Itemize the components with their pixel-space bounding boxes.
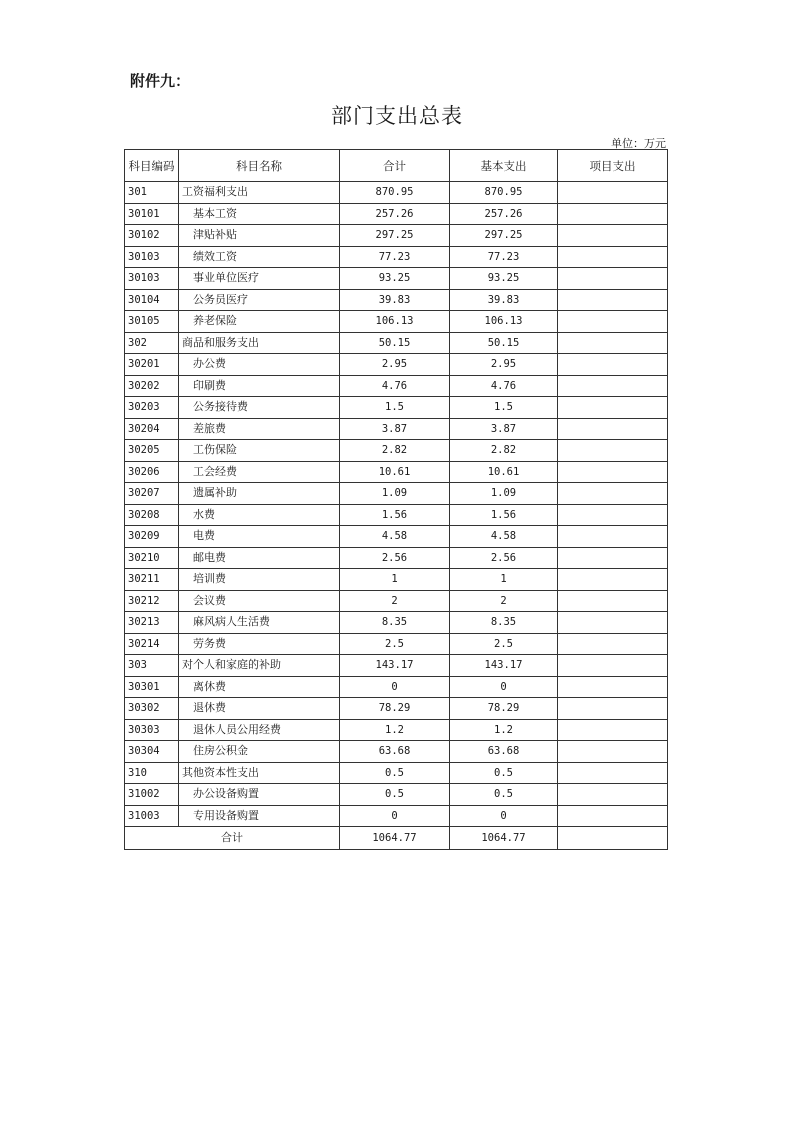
row-name: 麻风病人生活费 [179,612,340,634]
row-total: 93.25 [340,268,450,290]
row-code: 30103 [125,268,179,290]
row-basic: 3.87 [450,418,558,440]
row-project [558,655,668,677]
row-name: 专用设备购置 [179,805,340,827]
row-code: 302 [125,332,179,354]
row-project [558,246,668,268]
row-code: 30102 [125,225,179,247]
row-name: 工伤保险 [179,440,340,462]
row-basic: 1.09 [450,483,558,505]
table-row [125,397,668,419]
row-total: 106.13 [340,311,450,333]
row-basic: 1.5 [450,397,558,419]
row-basic: 2 [450,590,558,612]
row-project [558,719,668,741]
table-body [125,182,668,827]
table-row [125,311,668,333]
row-name: 工会经费 [179,461,340,483]
row-code: 30104 [125,289,179,311]
row-project [558,590,668,612]
row-project [558,741,668,763]
table-row [125,289,668,311]
unit-label: 单位：万元 [611,137,666,150]
row-project [558,332,668,354]
page-title: 部门支出总表 [331,104,463,128]
row-total: 0 [340,805,450,827]
table-row [125,569,668,591]
row-code: 30301 [125,676,179,698]
row-total: 0.5 [340,784,450,806]
table-row [125,676,668,698]
row-total: 8.35 [340,612,450,634]
row-code: 303 [125,655,179,677]
row-project [558,440,668,462]
row-code: 310 [125,762,179,784]
row-code: 30207 [125,483,179,505]
table-row [125,246,668,268]
row-name: 水费 [179,504,340,526]
row-basic: 78.29 [450,698,558,720]
row-code: 30103 [125,246,179,268]
row-code: 30206 [125,461,179,483]
row-name: 商品和服务支出 [179,332,340,354]
row-basic: 63.68 [450,741,558,763]
row-code: 30304 [125,741,179,763]
row-basic: 2.5 [450,633,558,655]
row-name: 印刷费 [179,375,340,397]
row-basic: 10.61 [450,461,558,483]
row-name: 离休费 [179,676,340,698]
row-code: 30209 [125,526,179,548]
table-row [125,719,668,741]
header-total: 合计 [340,150,450,182]
row-name: 培训费 [179,569,340,591]
row-name: 会议费 [179,590,340,612]
row-total: 143.17 [340,655,450,677]
row-code: 30210 [125,547,179,569]
table-row [125,440,668,462]
row-basic: 2.82 [450,440,558,462]
total-sum: 1064.77 [340,827,450,850]
row-name: 公务接待费 [179,397,340,419]
row-total: 50.15 [340,332,450,354]
row-name: 对个人和家庭的补助 [179,655,340,677]
row-code: 30203 [125,397,179,419]
row-total: 63.68 [340,741,450,763]
row-basic: 39.83 [450,289,558,311]
row-project [558,805,668,827]
row-project [558,375,668,397]
row-total: 1.09 [340,483,450,505]
table-row [125,182,668,204]
table-row [125,203,668,225]
row-total: 1 [340,569,450,591]
row-name: 办公费 [179,354,340,376]
row-project [558,762,668,784]
row-name: 公务员医疗 [179,289,340,311]
row-total: 2 [340,590,450,612]
table-row [125,633,668,655]
row-project [558,569,668,591]
row-basic: 297.25 [450,225,558,247]
row-basic: 2.56 [450,547,558,569]
row-name: 劳务费 [179,633,340,655]
row-name: 办公设备购置 [179,784,340,806]
row-code: 30202 [125,375,179,397]
row-total: 4.76 [340,375,450,397]
row-basic: 1 [450,569,558,591]
row-basic: 143.17 [450,655,558,677]
row-code: 30302 [125,698,179,720]
row-total: 4.58 [340,526,450,548]
header-basic: 基本支出 [450,150,558,182]
row-name: 遗属补助 [179,483,340,505]
table-row [125,655,668,677]
row-name: 养老保险 [179,311,340,333]
row-project [558,698,668,720]
table-row [125,483,668,505]
total-label: 合计 [125,827,340,850]
expenditure-table [124,149,668,850]
row-project [558,461,668,483]
table-row [125,784,668,806]
row-name: 津贴补贴 [179,225,340,247]
row-name: 基本工资 [179,203,340,225]
row-name: 工资福利支出 [179,182,340,204]
row-project [558,311,668,333]
row-basic: 50.15 [450,332,558,354]
table-row [125,504,668,526]
row-code: 30208 [125,504,179,526]
table-row [125,418,668,440]
table-header-row [125,150,668,182]
row-project [558,203,668,225]
row-name: 住房公积金 [179,741,340,763]
row-project [558,354,668,376]
row-basic: 1.56 [450,504,558,526]
table-row [125,590,668,612]
row-total: 1.5 [340,397,450,419]
row-code: 30303 [125,719,179,741]
row-project [558,633,668,655]
row-project [558,612,668,634]
total-row [125,827,668,850]
row-project [558,418,668,440]
row-total: 10.61 [340,461,450,483]
row-total: 870.95 [340,182,450,204]
row-code: 30214 [125,633,179,655]
row-name: 邮电费 [179,547,340,569]
table-row [125,741,668,763]
row-total: 257.26 [340,203,450,225]
row-basic: 77.23 [450,246,558,268]
table-row [125,268,668,290]
row-basic: 106.13 [450,311,558,333]
row-name: 绩效工资 [179,246,340,268]
row-code: 30105 [125,311,179,333]
row-project [558,547,668,569]
row-basic: 0 [450,805,558,827]
table-row [125,762,668,784]
table-row [125,526,668,548]
row-total: 2.5 [340,633,450,655]
row-total: 0.5 [340,762,450,784]
row-code: 30204 [125,418,179,440]
row-name: 差旅费 [179,418,340,440]
row-code: 30212 [125,590,179,612]
table-row [125,698,668,720]
row-code: 30101 [125,203,179,225]
header-name: 科目名称 [179,150,340,182]
row-total: 0 [340,676,450,698]
table-row [125,332,668,354]
row-basic: 870.95 [450,182,558,204]
row-total: 297.25 [340,225,450,247]
row-basic: 257.26 [450,203,558,225]
table-row [125,612,668,634]
annex-label: 附件九： [130,72,191,90]
row-code: 301 [125,182,179,204]
row-project [558,504,668,526]
row-total: 2.95 [340,354,450,376]
row-project [558,225,668,247]
row-total: 39.83 [340,289,450,311]
row-basic: 4.76 [450,375,558,397]
row-project [558,182,668,204]
row-total: 1.2 [340,719,450,741]
row-total: 77.23 [340,246,450,268]
row-total: 3.87 [340,418,450,440]
row-project [558,676,668,698]
row-total: 2.56 [340,547,450,569]
row-name: 其他资本性支出 [179,762,340,784]
row-project [558,526,668,548]
row-code: 30201 [125,354,179,376]
table-row [125,547,668,569]
row-basic: 1.2 [450,719,558,741]
table-row [125,461,668,483]
total-basic: 1064.77 [450,827,558,850]
row-name: 退休费 [179,698,340,720]
row-code: 31003 [125,805,179,827]
header-project: 项目支出 [558,150,668,182]
table-row [125,805,668,827]
row-code: 31002 [125,784,179,806]
row-name: 电费 [179,526,340,548]
row-project [558,483,668,505]
row-project [558,268,668,290]
row-name: 退休人员公用经费 [179,719,340,741]
row-basic: 0.5 [450,784,558,806]
header-code: 科目编码 [125,150,179,182]
row-total: 78.29 [340,698,450,720]
table-row [125,375,668,397]
row-basic: 8.35 [450,612,558,634]
row-basic: 0.5 [450,762,558,784]
row-basic: 93.25 [450,268,558,290]
row-name: 事业单位医疗 [179,268,340,290]
row-total: 2.82 [340,440,450,462]
table-row [125,225,668,247]
row-basic: 0 [450,676,558,698]
row-basic: 4.58 [450,526,558,548]
row-project [558,289,668,311]
row-project [558,784,668,806]
table-row [125,354,668,376]
row-code: 30211 [125,569,179,591]
row-basic: 2.95 [450,354,558,376]
row-total: 1.56 [340,504,450,526]
total-project [558,827,668,850]
row-code: 30213 [125,612,179,634]
row-project [558,397,668,419]
row-code: 30205 [125,440,179,462]
